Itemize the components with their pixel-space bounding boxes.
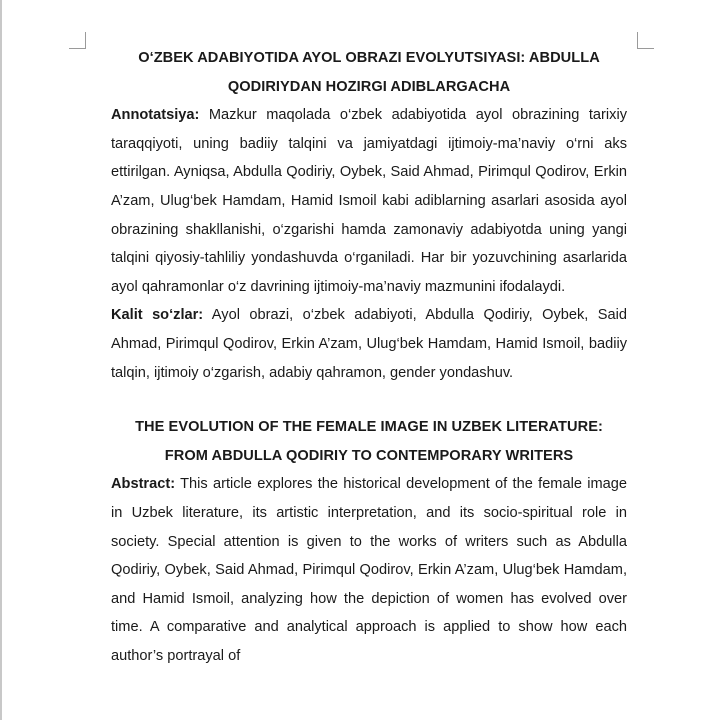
keywords-text: Ayol obrazi, o‘zbek adabiyoti, Abdulla Qodiriy, Oybek, Said Ahmad, Pirimqul Qodirov, Erkin A’zam, Ulug‘bek Hamdam, Hamid Ismoil, badiiy talqin, ijtimoiy o‘zgarish, adabiy qahramon, gender yondashuv. (111, 307, 628, 381)
english-title-line-2: FROM ABDULLA QODIRIY TO CONTEMPORARY WRITERS (164, 447, 574, 464)
uzbek-title-line-2: QODIRIYDAN HOZIRGI ADIBLARGACHA (227, 78, 511, 95)
abstract-text: This article explores the historical development of the female image in Uzbek literature, its artistic interpretation, and its socio-spiritual role in society. Special attention is given to the works of writers such as Abdulla Qodiriy, Oybek, Said Ahmad, Pirimqul Qodirov, Erkin A’zam, Ulug‘bek Hamdam, and Hamid Ismoil, analyzing how the depiction of women has evolved over time. A comparative and analytical approach is applied to show how each author’s portrayal of (111, 476, 627, 664)
abstract-label: Abstract: (111, 476, 176, 493)
uzbek-title-line-1: O‘ZBEK ADABIYOTIDA AYOL OBRAZI EVOLYUTSIYASI: ABDULLA (138, 50, 600, 66)
crop-mark-top-right (637, 32, 654, 49)
annotation-text: Mazkur maqolada o‘zbek adabiyotida ayol obrazining tarixiy taraqqiyoti, uning badiiy talqini va jamiyatdagi ijtimoiy-ma’naviy o‘rni aks ettirilgan. Ayniqsa, Abdulla Qodiriy, Oybek, Said Ahmad, Pirimqul Qodirov, Erkin A’zam, Ulug‘bek Hamdam, Hamid Ismoil kabi adiblarning asarlari asosida ayol obrazining shakllanishi, o‘zgarishi hamda zamonaviy adabiyotda uning yangi talqini qiyosiy-tahliliy yondashuvda o‘rganiladi. Har bir yozuvchining asarlarida ayol qahramonlar o‘z davrining ijtimoiy-ma’naviy mazmunini ifodalaydi. (111, 107, 627, 295)
english-abstract (111, 470, 627, 670)
annotation-label: Annotatsiya: (111, 107, 200, 124)
keywords-label: Kalit so‘zlar: (111, 307, 204, 324)
uzbek-keywords (111, 301, 627, 387)
document-body (111, 44, 627, 670)
section-spacer (111, 387, 627, 413)
english-title-line-1: THE EVOLUTION OF THE FEMALE IMAGE IN UZBEK LITERATURE: (135, 419, 603, 436)
page-left-edge (0, 0, 2, 720)
crop-mark-top-left (69, 32, 86, 49)
uzbek-annotation (111, 101, 627, 301)
